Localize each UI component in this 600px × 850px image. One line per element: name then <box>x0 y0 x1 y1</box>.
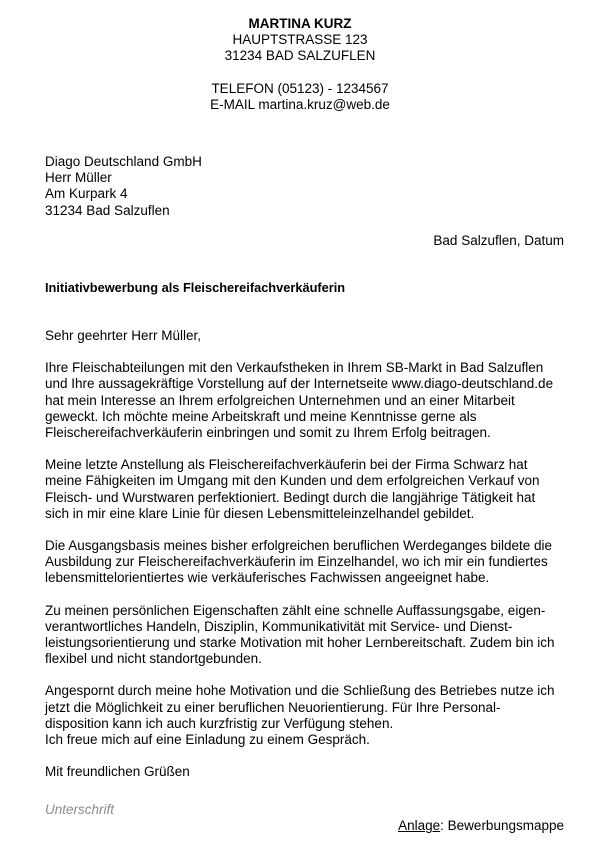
closing: Mit freundlichen Grüßen <box>45 764 190 780</box>
recipient-company: Diago Deutschland GmbH <box>45 154 202 169</box>
paragraph-1 <box>45 360 575 441</box>
paragraph-line: Die Ausgangsbasis meines bisher erfolgreichen beruflichen Werdeganges bildete die <box>45 538 553 554</box>
paragraph-line: lebensmittelorientiertes wie verkäuferisches Fachwissen angeeignet habe. <box>45 570 490 586</box>
subject-line: Initiativbewerbung als Fleischereifachverkäuferin <box>45 280 346 295</box>
recipient-street: Am Kurpark 4 <box>45 186 128 202</box>
paragraph-line: leistungsorientierung und starke Motivation mit hoher Lernbereitschaft. Zudem bin ich <box>45 635 555 651</box>
enclosure-line <box>398 818 564 834</box>
paragraph-line: meine Fähigkeiten im Umgang mit den Kunden und dem erfolgreichen Verkauf von <box>45 473 540 489</box>
paragraph-2 <box>45 457 575 522</box>
paragraph-line: Ich freue mich auf eine Einladung zu einem Gespräch. <box>45 732 370 748</box>
paragraph-line: geweckt. Ich möchte meine Arbeitskraft und meine Kenntnisse gerne als <box>45 408 477 424</box>
sender-city: 31234 BAD SALZUFLEN <box>224 48 376 64</box>
sender-email: E-MAIL martina.kruz@web.de <box>210 96 390 112</box>
salutation: Sehr geehrter Herr Müller, <box>45 328 202 343</box>
signature-placeholder: Unterschrift <box>45 802 115 817</box>
sender-street: HAUPTSTRASSE 123 <box>232 32 368 48</box>
paragraph-line: Meine letzte Anstellung als Fleischereifachverkäuferin bei der Firma Schwarz hat <box>45 457 528 473</box>
paragraph-line: Fleisch- und Wurstwaren perfektioniert. Bedingt durch die langjährige Tätigkeit hat <box>45 489 536 505</box>
paragraph-line: Ausbildung zur Fleischereifachverkäuferin im Einzelhandel, wo ich mir ein fundiertes <box>45 554 548 570</box>
paragraph-line: flexibel und nicht standortgebunden. <box>45 651 262 667</box>
recipient-block <box>45 154 202 219</box>
sender-name: MARTINA KURZ <box>248 16 352 31</box>
paragraph-line: jetzt die Möglichkeit zu einer beruflichen Neuorientierung. Für Ihre Personal- <box>45 699 501 715</box>
paragraph-5 <box>45 683 575 748</box>
paragraph-line: hat mein Interesse an Ihrem erfolgreichen Unternehmen und an einer Mitarbeit <box>45 392 515 408</box>
paragraph-line: sich in mir eine klare Linie für diesen Lebensmitteleinzelhandel gebildet. <box>45 505 475 521</box>
paragraph-4 <box>45 603 575 668</box>
paragraph-line: Angespornt durch meine hohe Motivation und die Schließung des Betriebes nutze ich <box>45 683 555 699</box>
paragraph-line: Fleischereifachverkäuferin einbringen und somit zu Ihrem Erfolg beitragen. <box>45 425 491 441</box>
paragraph-line: und Ihre aussagekräftige Vorstellung auf der Internetseite www.diago-deutschland.de <box>45 376 554 392</box>
sender-block <box>0 16 600 113</box>
enclosure-text: Bewerbungsmappe <box>447 818 564 833</box>
sender-phone: TELEFON (05123) - 1234567 <box>211 80 389 96</box>
place-date: Bad Salzuflen, Datum <box>433 233 564 248</box>
paragraph-line: Ihre Fleischabteilungen mit den Verkaufstheken in Ihrem SB-Markt in Bad Salzuflen <box>45 360 544 376</box>
sender-spacer <box>0 65 600 81</box>
paragraph-line: disposition kann ich auch kurzfristig zur Verfügung stehen. <box>45 715 394 731</box>
recipient-person: Herr Müller <box>45 170 112 186</box>
letter-body <box>45 328 575 796</box>
enclosure-separator: : <box>440 818 448 833</box>
paragraph-line: Zu meinen persönlichen Eigenschaften zählt eine schnelle Auffassungsgabe, eigen- <box>45 602 546 618</box>
enclosure-label: Anlage <box>398 818 441 833</box>
recipient-city: 31234 Bad Salzuflen <box>45 202 170 218</box>
paragraph-3 <box>45 538 575 587</box>
paragraph-line: verantwortliches Handeln, Disziplin, Kommunikativität mit Service- und Dienst- <box>45 618 513 634</box>
